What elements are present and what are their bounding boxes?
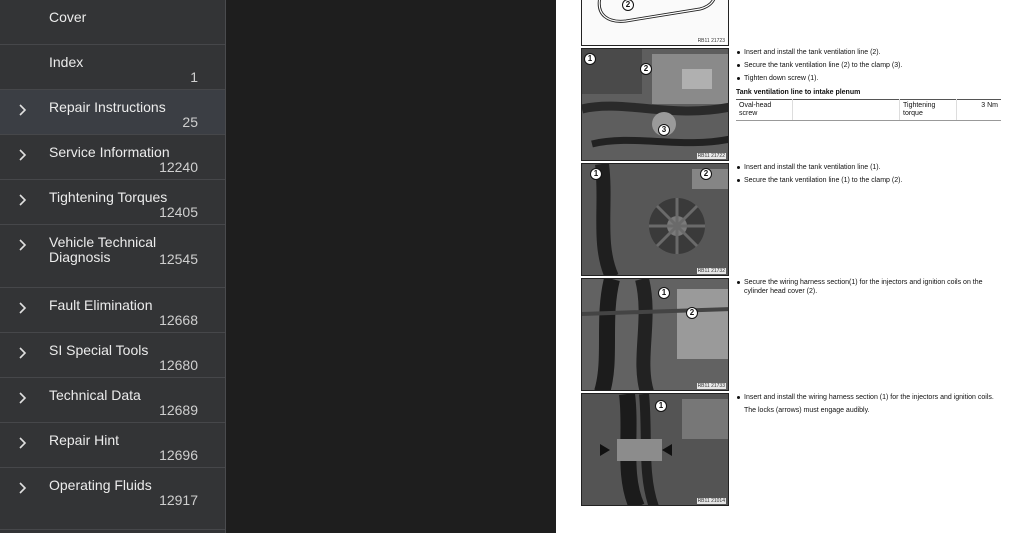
instruction-step: Insert and install the tank ventilation line (2). [736,48,1006,57]
torque-empty-cell [793,100,900,121]
figure-photo [581,163,729,276]
callout-marker: 2 [700,168,712,180]
toc-item-label: Repair Instructions [49,99,166,115]
chevron-right-icon [17,193,27,207]
torque-value: 3 Nm [957,100,1002,121]
instruction-step: Secure the tank ventilation line (2) to the clamp (3). [736,61,1006,70]
table-of-contents-sidebar [0,0,226,533]
toc-item-label: Operating Fluids [49,477,152,493]
viewer-background [226,0,556,533]
table-row [736,100,1001,121]
callout-marker: 1 [655,400,667,412]
toc-item-si-special-tools[interactable] [0,333,225,378]
torque-table-heading: Tank ventilation line to intake plenum [736,89,861,96]
engine-photo [582,279,729,391]
torque-type: Tightening torque [900,100,957,121]
toc-item-page-number: 12689 [159,402,198,418]
toc-item-label: Tightening Torques [49,189,168,205]
toc-item-page-number: 25 [182,114,198,130]
toc-item-page-number: 12405 [159,204,198,220]
toc-item-page-number: 12917 [159,492,198,508]
instruction-step: Tighten down screw (1). [736,74,1006,83]
callout-marker: 2 [622,0,634,11]
toc-item-label: Index [49,54,84,70]
engine-photo [582,49,729,161]
figure-photo [581,48,729,161]
figure-code: RB11 21733 [697,383,725,389]
callout-marker: 1 [658,287,670,299]
chevron-right-icon [17,436,27,450]
toc-item-label: Vehicle Technical Diagnosis [49,234,157,265]
toc-item-label: Technical Data [49,387,141,403]
toc-item-fault-elimination[interactable] [0,288,225,333]
instruction-step: Insert and install the wiring harness section (1) for the injectors and ignition coils. [736,393,1006,402]
toc-item-page-number: 12668 [159,312,198,328]
instruction-step: Secure the wiring harness section(1) for the injectors and ignition coils on the cylinder head cover (2). [736,278,1006,296]
figure-code: RB11 21732 [697,268,725,274]
toc-item-cover[interactable] [0,0,225,45]
instruction-note: The locks (arrows) must engage audibly. [744,407,870,414]
figure-photo [581,0,729,46]
callout-marker: 1 [584,53,596,65]
toc-item-page-number: 12696 [159,447,198,463]
toc-item-operating-fluids[interactable] [0,468,225,530]
figure-photo [581,278,729,391]
instruction-step: Secure the tank ventilation line (1) to the clamp (2). [736,176,1006,185]
instruction-step-group [736,48,1006,87]
toc-item-label: Fault Elimination [49,297,153,313]
chevron-right-icon [17,391,27,405]
toc-item-page-number: 1 [190,69,198,85]
callout-marker: 2 [686,307,698,319]
toc-item-page-number: 12240 [159,159,198,175]
toc-item-index[interactable] [0,45,225,90]
toc-item-repair-instructions[interactable] [0,90,225,135]
toc-item-vehicle-technical-diagnosis[interactable] [0,225,225,288]
document-page[interactable] [556,0,1024,533]
torque-table [736,99,1001,121]
instruction-step-group [736,393,1006,415]
instruction-step: Insert and install the tank ventilation line (1). [736,163,1006,172]
chevron-right-icon [17,148,27,162]
figure-code: RB11 21722 [697,153,725,159]
chevron-right-icon [17,301,27,315]
toc-item-service-information[interactable] [0,135,225,180]
chevron-right-icon [17,238,27,252]
toc-item-technical-data[interactable] [0,378,225,423]
instruction-step-group [736,278,1006,300]
toc-item-page-number: 12545 [159,251,198,267]
engine-photo [582,394,729,506]
toc-item-label: SI Special Tools [49,342,149,358]
toc-item-repair-hint[interactable] [0,423,225,468]
toc-item-tightening-torques[interactable] [0,180,225,225]
callout-marker: 3 [658,124,670,136]
chevron-right-icon [17,346,27,360]
callout-marker: 2 [640,63,652,75]
toc-item-label: Repair Hint [49,432,120,448]
chevron-right-icon [17,103,27,117]
toc-item-page-number: 12680 [159,357,198,373]
engine-photo [582,164,729,276]
chevron-right-icon [17,481,27,495]
toc-item-label: Service Information [49,144,170,160]
instruction-step-group [736,163,1006,189]
toc-item-label: Cover [49,9,87,25]
callout-marker: 1 [590,168,602,180]
torque-item: Oval-head screw [736,100,793,121]
figure-photo [581,393,729,506]
figure-code: RB11 21014 [697,498,725,504]
figure-code: RB11 21723 [697,38,725,44]
